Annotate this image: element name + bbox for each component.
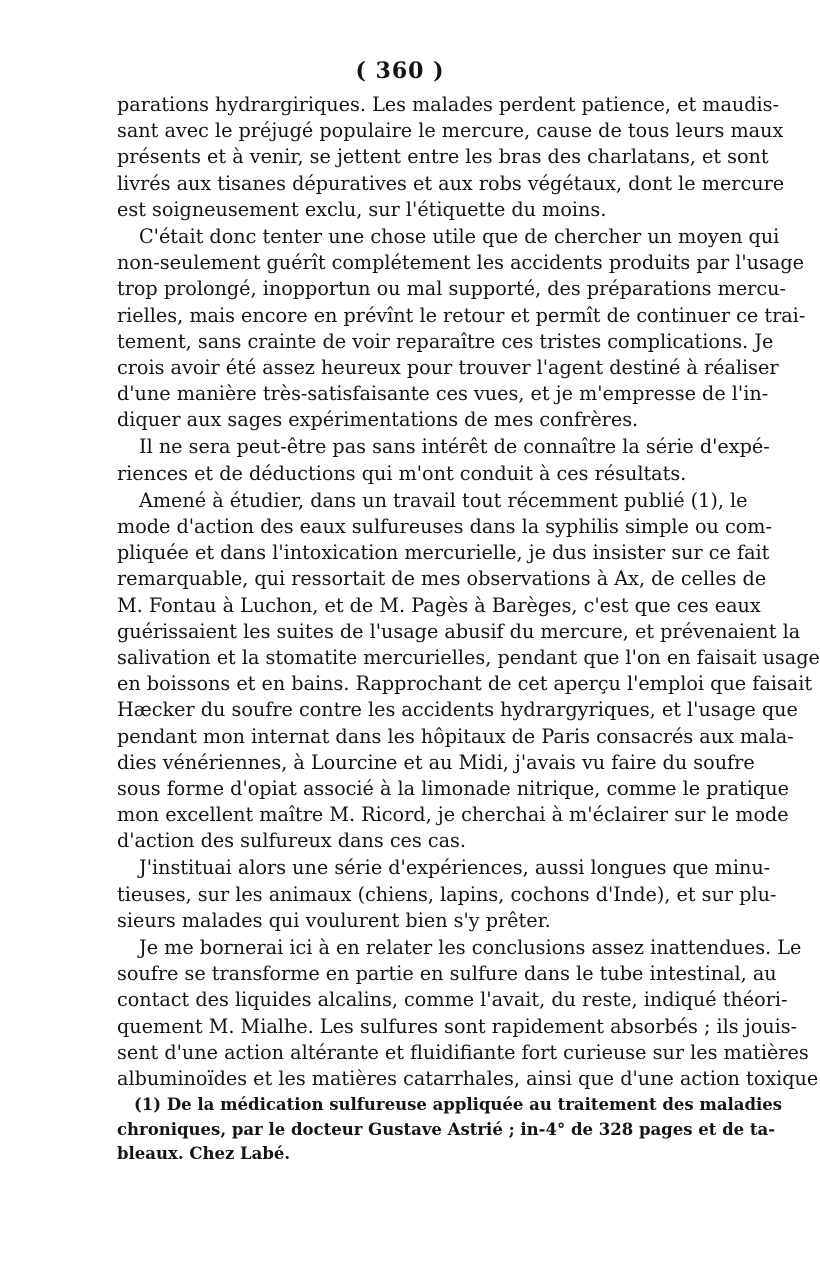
text-line: en boissons et en bains. Rapprochant de cet aperçu l'emploi que faisait (117, 672, 813, 696)
text-line: salivation et la stomatite mercurielles, pendant que l'on en faisait usage (117, 645, 820, 669)
text-line: parations hydrargiriques. Les malades perdent patience, et maudis- (117, 93, 780, 116)
paragraph-4 (117, 488, 820, 855)
text-line: trop prolongé, inopportun ou mal supporté, des préparations mercu- (117, 277, 786, 301)
footnote-line: chroniques, par le docteur Gustave Astrié ; in-4° de 328 pages et de ta- (117, 1119, 776, 1139)
text-line: sent d'une action altérante et fluidifiante fort curieuse sur les matières (117, 1040, 809, 1064)
page-number: ( 360 ) (355, 58, 445, 84)
text-line: M. Fontau à Luchon, et de M. Pagès à Barèges, c'est que ces eaux (117, 593, 761, 617)
text-line: Hæcker du soufre contre les accidents hydrargyriques, et l'usage que (117, 698, 798, 722)
text-line: sous forme d'opiat associé à la limonade nitrique, comme le pratique (117, 776, 789, 800)
text-line: livrés aux tisanes dépuratives et aux robs végétaux, dont le mercure (117, 171, 785, 195)
text-line: tement, sans crainte de voir reparaître ces tristes complications. Je (117, 329, 774, 353)
text-line: d'action des sulfureux dans ces cas. (117, 829, 466, 853)
text-line: contact des liquides alcalins, comme l'avait, du reste, indiqué théori- (117, 988, 788, 1012)
text-line: diquer aux sages expérimentations de mes confrères. (117, 408, 639, 432)
text-line: d'une manière très-satisfaisante ces vues, et je m'empresse de l'in- (117, 382, 769, 406)
text-line: mon excellent maître M. Ricord, je cherchai à m'éclairer sur le mode (117, 803, 789, 827)
text-line: sant avec le préjugé populaire le mercure, cause de tous leurs maux (117, 119, 784, 143)
text-line: albuminoïdes et les matières catarrhales, ainsi que d'une action toxique (117, 1066, 819, 1090)
text-line: riences et de déductions qui m'ont conduit à ces résultats. (117, 461, 687, 485)
text-line: non-seulement guérît complétement les accidents produits par l'usage (117, 251, 804, 275)
text-line: Amené à étudier, dans un travail tout récemment publié (1), le (139, 488, 748, 512)
text-line: présents et à venir, se jettent entre les bras des charlatans, et sont (117, 145, 769, 169)
text-line: J'instituai alors une série d'expériences, aussi longues que minu- (139, 856, 771, 880)
text-line: mode d'action des eaux sulfureuses dans la syphilis simple ou com- (117, 515, 772, 538)
text-line: Je me bornerai ici à en relater les conclusions assez inattendues. Le (139, 936, 802, 959)
footnote-line: bleaux. Chez Labé. (117, 1144, 291, 1163)
body-text (117, 92, 820, 1092)
paragraph-5 (117, 855, 777, 934)
text-line: C'était donc tenter une chose utile que de chercher un moyen qui (139, 224, 780, 248)
text-line: Il ne sera peut-être pas sans intérêt de connaître la série d'expé- (139, 435, 770, 459)
text-line: dies vénériennes, à Lourcine et au Midi, j'avais vu faire du soufre (117, 750, 755, 774)
text-line: est soigneusement exclu, sur l'étiquette du moins. (117, 197, 607, 221)
footnote (117, 1093, 783, 1167)
text-line: pliquée et dans l'intoxication mercurielle, je dus insister sur ce fait (117, 541, 770, 565)
paragraph-6 (117, 935, 819, 1092)
text-line: crois avoir été assez heureux pour trouver l'agent destiné à réaliser (117, 355, 779, 379)
text-line: remarquable, qui ressortait de mes observations à Ax, de celles de (117, 567, 767, 591)
text-line: sieurs malades qui voulurent bien s'y prêter. (117, 908, 551, 932)
text-line: guérissaient les suites de l'usage abusif du mercure, et prévenaient la (117, 619, 801, 643)
text-line: quement M. Mialhe. Les sulfures sont rapidement absorbés ; ils jouis- (117, 1014, 798, 1038)
text-line: pendant mon internat dans les hôpitaux de Paris consacrés aux mala- (117, 724, 794, 748)
footnote-line: (1) De la médication sulfureuse appliquée au traitement des maladies (134, 1095, 783, 1114)
text-line: rielles, mais encore en prévînt le retour et permît de continuer ce trai- (117, 303, 806, 327)
text-line: tieuses, sur les animaux (chiens, lapins, cochons d'Inde), et sur plu- (117, 882, 777, 906)
paragraph-2 (117, 224, 806, 434)
paragraph-3 (117, 434, 770, 486)
paragraph-1 (117, 92, 785, 223)
text-line: soufre se transforme en partie en sulfure dans le tube intestinal, au (117, 962, 777, 986)
